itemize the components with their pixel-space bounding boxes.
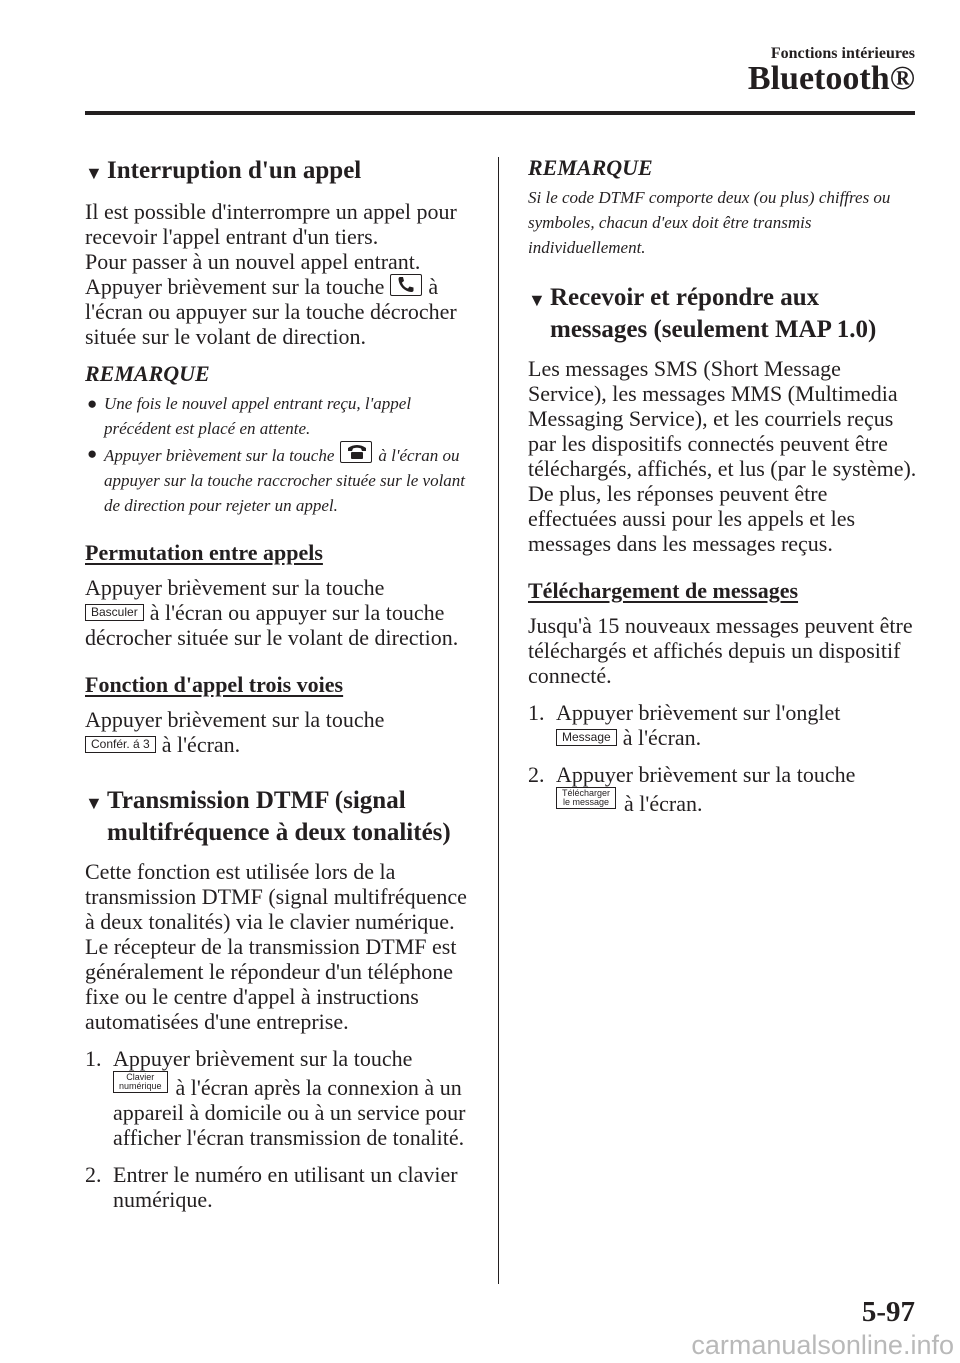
text: à l'écran ou appuyer sur la touche décrocher située sur le volant de direction.: [85, 274, 457, 349]
left-column: [85, 155, 470, 1224]
bullet-icon: ●: [87, 394, 98, 413]
note-heading: REMARQUE: [528, 155, 653, 180]
header-rule: [85, 111, 915, 115]
paragraph: [85, 707, 470, 757]
paragraph: [85, 274, 470, 349]
message-tab-button: Message: [556, 729, 617, 746]
text: Appuyer brièvement sur la touche: [85, 274, 385, 299]
text: Appuyer brièvement sur l'onglet: [556, 700, 841, 725]
section-heading-dtmf: [85, 785, 470, 849]
telecharger-message-button: Télécharger le message: [556, 787, 616, 809]
list-item: [528, 700, 918, 750]
step-text: [113, 1046, 470, 1150]
text: à l'écran ou appuyer sur la touche décrocher située sur le volant de direction.: [85, 600, 459, 650]
section-heading-messages: [528, 282, 918, 346]
text: Appuyer brièvement sur la touche: [85, 575, 385, 600]
basculer-button: Basculer: [85, 604, 144, 621]
conference-button: Confér. á 3: [85, 736, 156, 753]
step-number: 1.: [85, 1046, 102, 1071]
step-text: [556, 762, 918, 816]
step-number: 2.: [85, 1162, 102, 1187]
paragraph: Pour passer à un nouvel appel entrant.: [85, 249, 421, 274]
paragraph: [85, 575, 470, 650]
step-text: [556, 700, 918, 750]
answer-phone-icon: [390, 274, 422, 296]
paragraph: De plus, les réponses peuvent être effectuées aussi pour les appels et les messages dans les messages reçus.: [528, 481, 856, 556]
right-column: [528, 155, 918, 828]
page-number: 5-97: [861, 1296, 915, 1328]
note-text: Une fois le nouvel appel entrant reçu, l'appel précédent est placé en attente.: [104, 394, 412, 438]
step-number: 2.: [528, 762, 545, 787]
section-title: Interruption d'un appel: [107, 157, 362, 184]
note-text: à l'écran ou appuyer sur la touche raccrocher située sur le volant de direction pour rejeter un appel.: [104, 446, 466, 515]
triangle-icon: ▼: [85, 163, 103, 183]
list-item: [85, 1162, 470, 1212]
list-item: [85, 1046, 470, 1150]
note-text: Si le code DTMF comporte deux (ou plus) chiffres ou symboles, chacun d'eux doit être transmis individuellement.: [528, 188, 891, 257]
header-subtitle: Fonctions intérieures: [770, 45, 915, 62]
text: à l'écran après la connexion à un appareil à domicile ou à un service pour afficher l'écran transmission de tonalité.: [113, 1075, 466, 1150]
hang-up-phone-icon: [340, 441, 372, 463]
text: Appuyer brièvement sur la touche: [113, 1046, 413, 1071]
bullet-icon: ●: [87, 444, 98, 463]
paragraph: Jusqu'à 15 nouveaux messages peuvent être téléchargés et affichés depuis un dispositif connecté.: [528, 613, 913, 688]
triangle-icon: ▼: [528, 290, 546, 310]
list-item: [85, 441, 470, 518]
watermark: carmanualsonline.info: [691, 1330, 954, 1360]
triangle-icon: ▼: [85, 793, 103, 813]
step-list: [85, 1046, 470, 1212]
note-heading: REMARQUE: [85, 361, 210, 386]
text: Appuyer brièvement sur la touche: [556, 762, 856, 787]
step-text: Entrer le numéro en utilisant un clavier numérique.: [113, 1162, 458, 1212]
paragraph: Les messages SMS (Short Message Service), les messages MMS (Multimedia Messaging Service), et les courriels reçus par les dispositifs connectés peuvent être téléchargés, affichés, et lus (par le système).: [528, 356, 917, 481]
note-list: [85, 391, 470, 518]
section-title: Recevoir et répondre aux messages (seulement MAP 1.0): [550, 284, 877, 343]
text: Appuyer brièvement sur la touche: [85, 707, 385, 732]
list-item: [85, 391, 470, 441]
step-number: 1.: [528, 700, 545, 725]
section-heading-interruption: [85, 155, 470, 189]
text: à l'écran.: [161, 732, 241, 757]
section-title: Transmission DTMF (signal multifréquence à deux tonalités): [107, 787, 451, 846]
clavier-numerique-button: Clavier numérique: [113, 1071, 168, 1093]
paragraph: Cette fonction est utilisée lors de la transmission DTMF (signal multifréquence à deux tonalités) via le clavier numérique. Le récepteur de la transmission DTMF est généralement le répondeur d'un téléphone fixe ou le centre d'appel à instructions automatisées d'une entreprise.: [85, 859, 467, 1034]
subheading-telechargement: Téléchargement de messages: [528, 578, 799, 603]
column-divider: [498, 157, 499, 1284]
subheading-trois-voies: Fonction d'appel trois voies: [85, 672, 344, 697]
subheading-permutation: Permutation entre appels: [85, 540, 323, 565]
text: à l'écran.: [622, 725, 702, 750]
list-item: [528, 762, 918, 816]
header-title: Bluetooth®: [747, 60, 915, 97]
text: à l'écran.: [624, 791, 703, 816]
note-text: Appuyer brièvement sur la touche: [104, 446, 335, 465]
step-list: [528, 700, 918, 816]
paragraph: Il est possible d'interrompre un appel pour recevoir l'appel entrant d'un tiers.: [85, 199, 457, 249]
